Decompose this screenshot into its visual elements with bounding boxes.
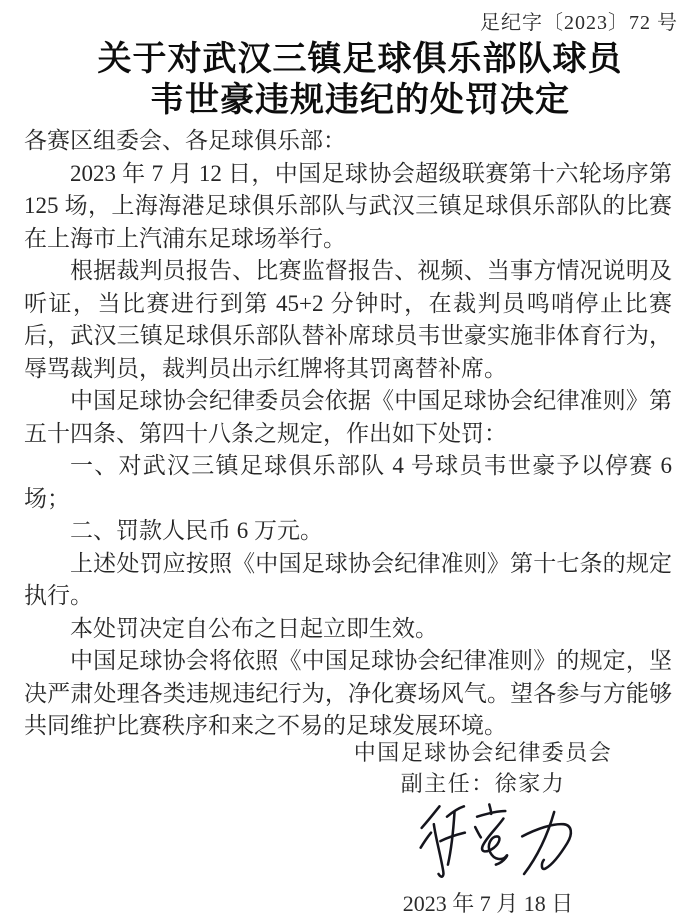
body-paragraph: 本处罚决定自公布之日起立即生效。 xyxy=(70,615,438,641)
body-paragraph: 二、罚款人民币 6 万元。 xyxy=(70,518,323,543)
document-title-line2: 韦世豪违规违纪的处罚决定 xyxy=(150,82,570,119)
body-paragraph: 中国足球协会纪律委员会依据《中国足球协会纪律准则》第五十四条、第四十八条之规定，作出如下处罚： xyxy=(24,388,672,446)
body-paragraph: 2023 年 7 月 12 日，中国足球协会超级联赛第十六轮场序第 125 场，上海海港足球俱乐部队与武汉三镇足球俱乐部队的比赛在上海市上汽浦东足球场举行。 xyxy=(24,160,672,251)
document-title xyxy=(20,39,700,121)
body-paragraph: 根据裁判员报告、比赛监督报告、视频、当事方情况说明及听证，当比赛进行到第 45+2 分钟时，在裁判员鸣哨停止比赛后，武汉三镇足球俱乐部队替补席球员韦世豪实施非体育行为，辱骂裁判员，裁判员出示红牌将其罚离替补席。 xyxy=(24,258,672,381)
signoff-block xyxy=(350,737,616,799)
signoff-signer: 副主任：徐家力 xyxy=(400,770,566,796)
body-paragraph: 上述处罚应按照《中国足球协会纪律准则》第十七条的规定执行。 xyxy=(24,550,672,608)
doc-number: 足纪字〔2023〕72 号 xyxy=(480,12,678,34)
salutation: 各赛区组委会、各足球俱乐部： xyxy=(24,128,346,153)
handwritten-signature xyxy=(400,795,588,891)
body-paragraph: 一、对武汉三镇足球俱乐部队 4 号球员韦世豪予以停赛 6 场； xyxy=(24,453,672,511)
body-paragraph: 中国足球协会将依照《中国足球协会纪律准则》的规定，坚决严肃处理各类违规违纪行为，净化赛场风气。望各参与方能够共同维护比赛秩序和来之不易的足球发展环境。 xyxy=(24,648,672,738)
signoff-date: 2023 年 7 月 18 日 xyxy=(402,890,574,916)
document-title-line1: 关于对武汉三镇足球俱乐部队球员 xyxy=(97,41,623,78)
signoff-org: 中国足球协会纪律委员会 xyxy=(353,739,613,765)
document-body xyxy=(24,125,672,743)
